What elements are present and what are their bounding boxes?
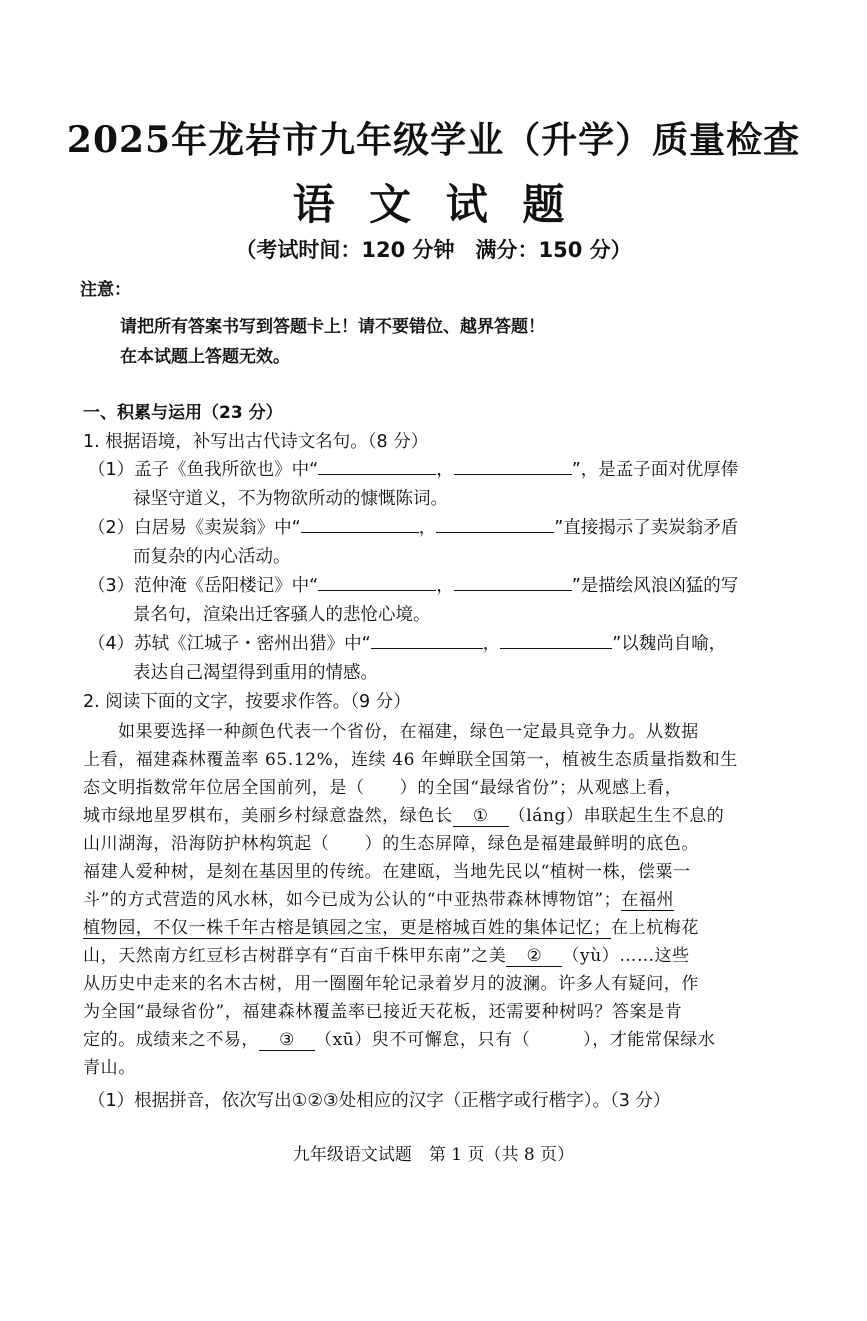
passage-line: 从历史中走来的名木古树，用一圈圈年轮记录着岁月的波澜。许多人有疑问，作 [83,974,699,994]
q1-item-1: （1）孟子《鱼我所欲也》中“ ， ”，是孟子面对优厚俸 [88,456,738,481]
passage-line: 山，天然南方红豆杉古树群享有“百亩千株甲东南”之美 ② （yù）……这些 [83,946,690,966]
q1-item-2: （2）白居易《卖炭翁》中“ ， ”直接揭示了卖炭翁矛盾 [88,514,738,539]
passage-line: 青山。 [83,1058,136,1078]
passage-line: 山川湖海，沿海防护林构筑起（ ）的生态屏障，绿色是福建最鲜明的底色。 [83,834,699,854]
passage-line: 为全国“最绿省份”，福建森林覆盖率已接近天花板，还需要种树吗？答案是肯 [83,1002,683,1022]
answer-blank[interactable] [454,572,572,591]
section-title: 一、积累与运用（23 分） [83,403,283,423]
underlined-sentence: 在福州 [621,890,675,910]
exam-info: （考试时间：120 分钟 满分：150 分） [235,238,632,262]
answer-blank[interactable] [436,514,554,533]
notice-label: 注意： [80,280,131,300]
answer-blank[interactable] [500,630,612,649]
notice-line-1: 请把所有答案书写到答题卡上！请不要错位、越界答题！ [120,317,545,337]
exam-title: 2025年龙岩市九年级学业（升学）质量检查 [66,119,801,161]
blank-2[interactable]: ② [506,946,562,967]
q1-item-4-cont: 表达自己渴望得到重用的情感。 [133,663,378,683]
question-2-stem: 2. 阅读下面的文字，按要求作答。（9 分） [83,692,411,712]
passage-line: 如果要选择一种颜色代表一个省份，在福建，绿色一定最具竞争力。从数据 [118,722,699,742]
notice-line-2: 在本试题上答题无效。 [120,347,290,367]
answer-blank[interactable] [318,456,436,475]
blank-1[interactable]: ① [453,806,509,827]
answer-blank[interactable] [371,630,483,649]
answer-blank[interactable] [301,514,419,533]
q1-item-1-cont: 禄坚守道义，不为物欲所动的慷慨陈词。 [133,489,448,509]
q1-item-3: （3）范仲淹《岳阳楼记》中“ ， ”是描绘风浪凶猛的写 [88,572,738,597]
passage-line: 植物园，不仅一株千年古榕是镇园之宝，更是榕城百姓的集体记忆；在上杭梅花 [83,918,699,938]
blank-3[interactable]: ③ [259,1030,315,1051]
page-footer: 九年级语文试题 第 1 页（共 8 页） [292,1145,575,1165]
q1-item-3-cont: 景名句，渲染出迁客骚人的悲怆心境。 [133,605,431,625]
passage-line: 上看，福建森林覆盖率 65.12%，连续 46 年蝉联全国第一，植被生态质量指数和生 [83,750,738,770]
passage-line: 斗”的方式营造的风水林，如今已成为公认的“中亚热带森林博物馆”；在福州 [83,890,675,910]
passage-line: 定的。成绩来之不易， ③ （xū）臾不可懈怠，只有（ ），才能常保绿水 [83,1030,716,1050]
answer-blank[interactable] [318,572,436,591]
q1-item-4: （4）苏轼《江城子・密州出猎》中“ ， ”以魏尚自喻， [88,630,726,655]
q2-sub-1: （1）根据拼音，依次写出①②③处相应的汉字（正楷字或行楷字）。（3 分） [88,1091,671,1111]
subject-title: 语 文 试 题 [292,180,575,229]
answer-blank[interactable] [454,456,572,475]
passage-line: 城市绿地星罗棋布，美丽乡村绿意盎然，绿色长 ① （láng）串联起生生不息的 [83,806,725,826]
passage-line: 态文明指数常年位居全国前列，是（ ）的全国“最绿省份”；从观感上看， [83,778,683,798]
underlined-sentence: 植物园，不仅一株千年古榕是镇园之宝，更是榕城百姓的集体记忆； [83,918,611,938]
passage-line: 福建人爱种树，是刻在基因里的传统。在建瓯，当地先民以“植树一株，偿粟一 [83,862,691,882]
q1-item-2-cont: 而复杂的内心活动。 [133,547,291,567]
question-1-stem: 1. 根据语境，补写出古代诗文名句。（8 分） [83,432,429,452]
